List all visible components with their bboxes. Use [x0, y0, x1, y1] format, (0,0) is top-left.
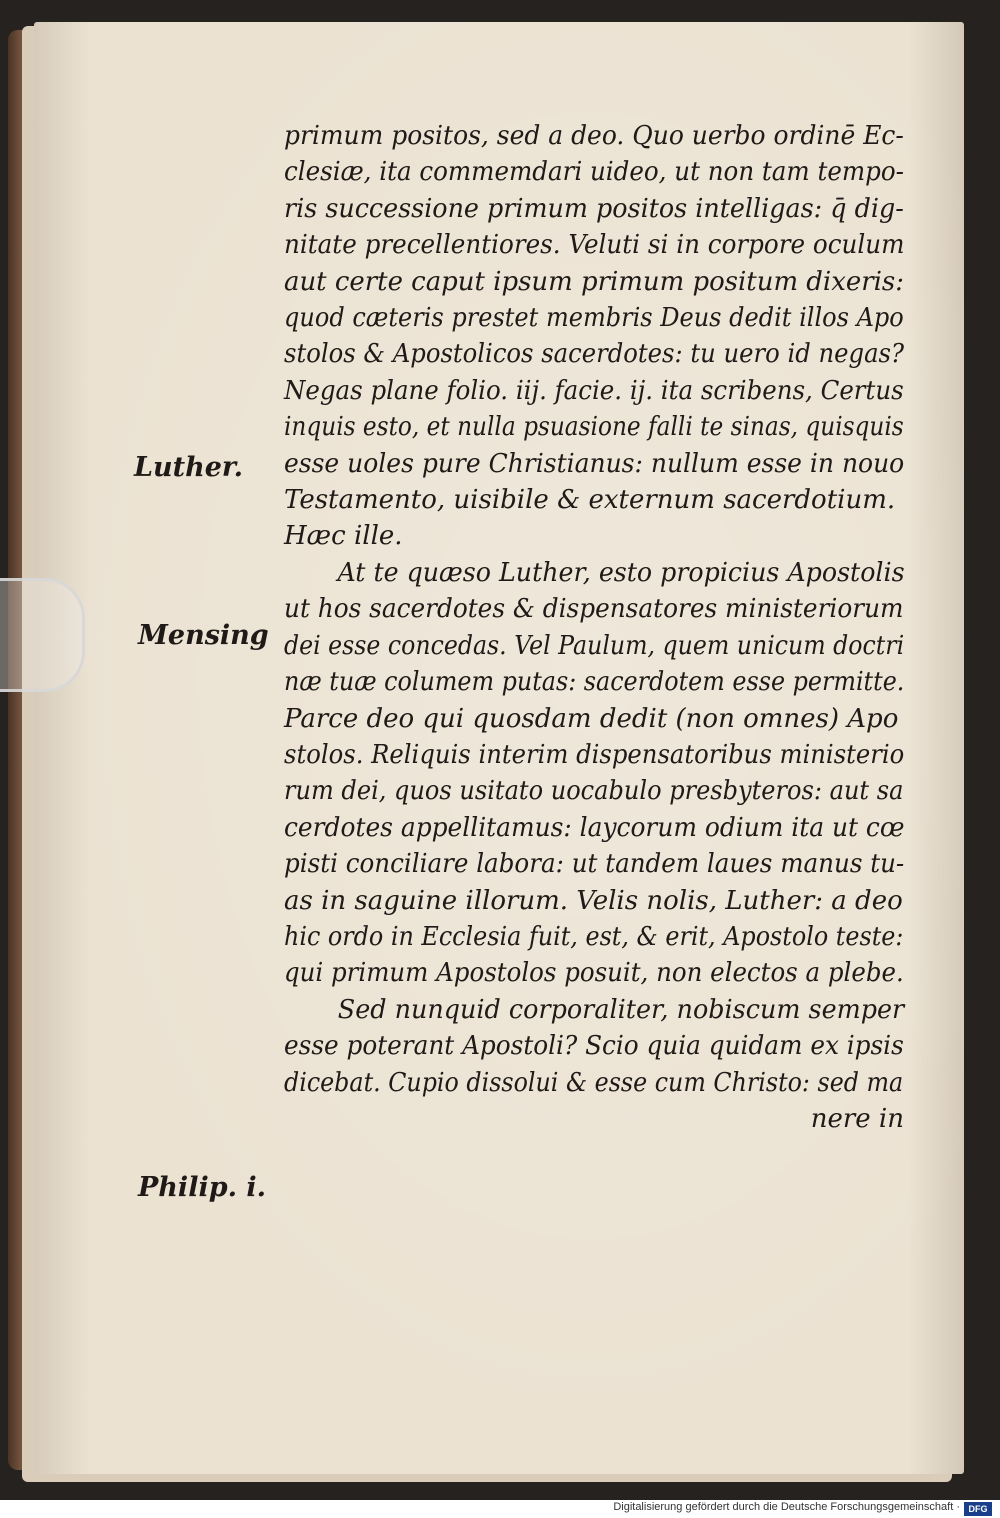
dfg-logo-icon: DFG	[964, 1502, 992, 1516]
marginal-note-philip: Philip. i.	[138, 1172, 267, 1203]
text-line: aut certe caput ipsum primum positum dixeris:	[284, 266, 904, 297]
text-line: Testamento, uisibile & externum sacerdotium.	[284, 485, 896, 516]
text-line: stolos. Reliquis interim dispensatoribus ministerio	[284, 739, 905, 770]
text-line: næ tuæ columem putas: sacerdotem esse permitte.	[284, 667, 905, 698]
text-line: ut hos sacerdotes & dispensatores ministeriorum	[284, 594, 904, 625]
text-line: Parce deo qui quosdam dedit (non omnes) Apo	[284, 703, 899, 734]
text-line: esse uoles pure Christianus: nullum esse in nouo	[284, 448, 905, 479]
text-line: nitate precellentiores. Veluti si in corpore oculum	[284, 230, 905, 261]
text-line: cerdotes appellitamus: laycorum odium ita ut cœ	[284, 812, 905, 843]
text-line: ris successione primum positos intelligas: q̄ dig-	[284, 193, 904, 224]
text-line: primum positos, sed a deo. Quo uerbo ordinē Ec-	[284, 121, 904, 151]
text-line: At te quæso Luther, esto propicius Apostolis	[337, 557, 905, 588]
catchword: nere in	[810, 1103, 904, 1134]
text-line: esse poterant Apostoli? Scio quia quidam ex ipsis	[284, 1031, 904, 1062]
text-line: Negas plane folio. iij. facie. ij. ita scribens, Certus	[284, 375, 904, 406]
text-line: hic ordo in Ecclesia fuit, est, & erit, Apostolo teste:	[284, 921, 904, 952]
marginal-note-luther: Luther.	[134, 452, 244, 483]
text-line: Sed nunquid corporaliter, nobiscum semper	[337, 994, 905, 1025]
footer-credit: Digitalisierung gefördert durch die Deutsche Forschungsgemeinschaft ·	[613, 1501, 960, 1513]
text-line: pisti conciliare labora: ut tandem laues manus tu-	[284, 849, 905, 880]
text-line: dei esse concedas. Vel Paulum, quem unicum doctri	[284, 630, 905, 661]
text-line: quod cæteris prestet membris Deus dedit illos Apo	[284, 303, 904, 334]
text-line: clesiæ, ita commemdari uideo, ut non tam tempo-	[284, 157, 904, 188]
text-line: inquis esto, et nulla psuasione falli te sinas, quisquis	[284, 412, 904, 443]
text-line: stolos & Apostolicos sacerdotes: tu uero id negas?	[284, 339, 905, 370]
text-line: as in saguine illorum. Velis nolis, Luther: a deo	[284, 885, 903, 916]
text-line: dicebat. Cupio dissolui & esse cum Christo: sed ma	[284, 1067, 904, 1098]
text-line: rum dei, quos usitato uocabulo presbyteros: aut sa	[284, 776, 904, 807]
marginal-note-mensing: Mensing	[138, 620, 269, 651]
text-line: qui primum Apostolos posuit, non electos a plebe.	[284, 958, 904, 989]
main-text-block	[284, 118, 904, 1137]
text-line: Hæc ille.	[284, 521, 403, 552]
plastic-page-clip	[0, 578, 85, 692]
